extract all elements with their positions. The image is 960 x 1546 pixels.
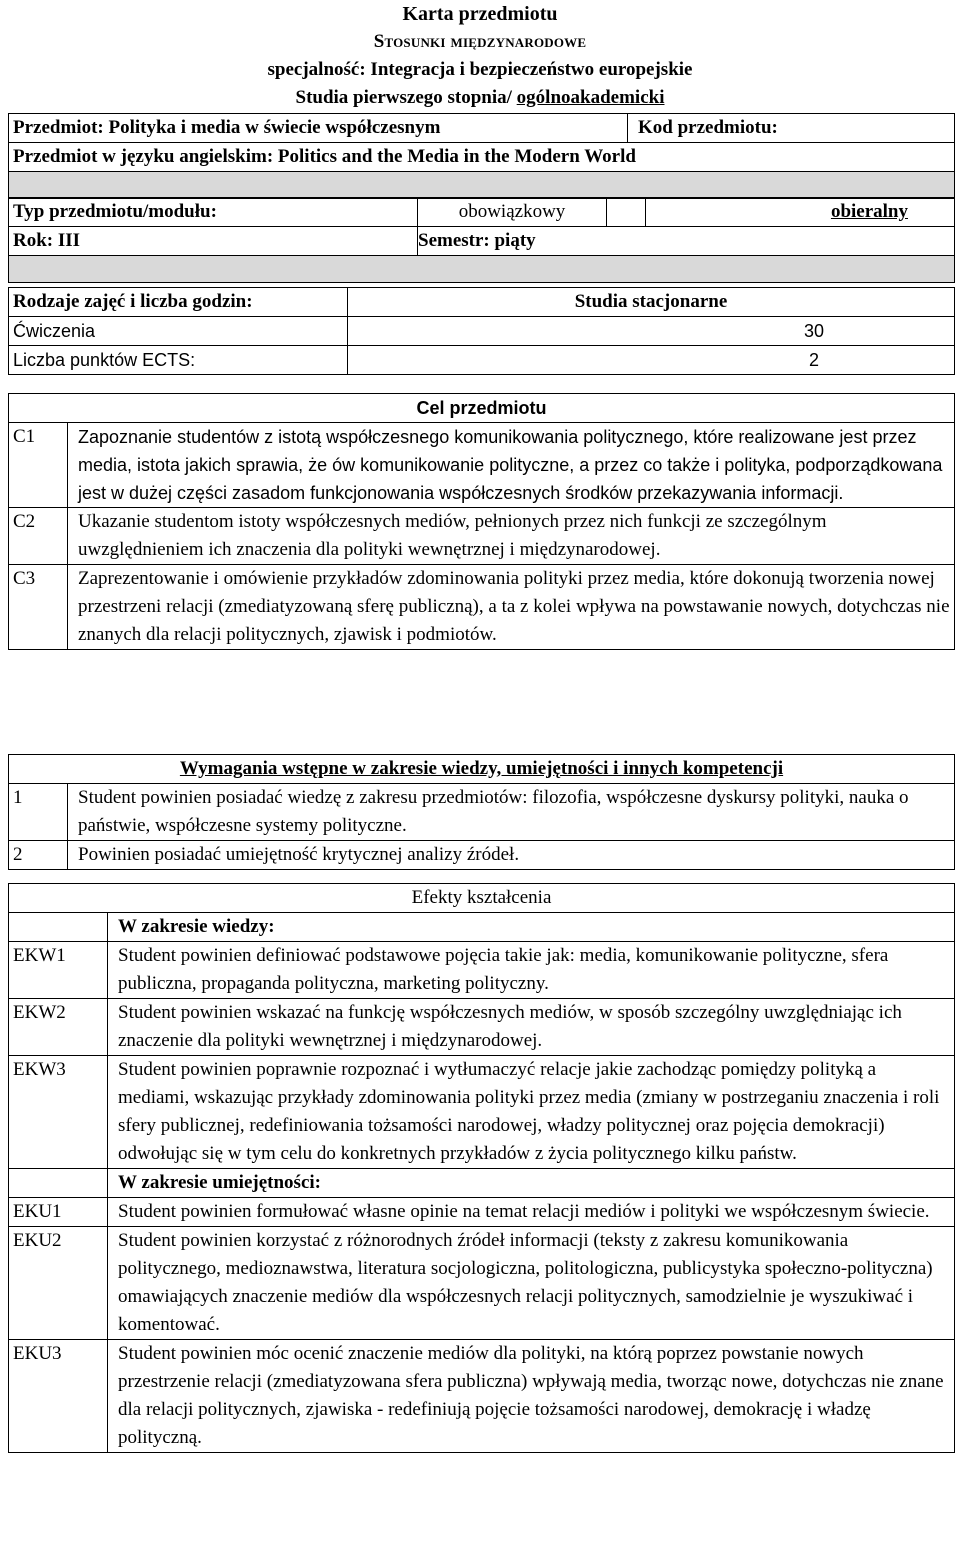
type-option-mandatory: obowiązkowy xyxy=(418,198,607,227)
class-hours: 30 xyxy=(348,317,955,346)
type-label: Typ przedmiotu/modułu: xyxy=(9,198,418,227)
document-title: Karta przedmiotu xyxy=(402,3,558,25)
semester-label: Semestr: piąty xyxy=(418,227,955,256)
outcome-text: Student powinien wskazać na funkcję współczesnych mediów, w sposób szczególny uwzględniając ich znaczenie dla polityki wewnętrznej i międzynarodowej. xyxy=(108,999,955,1056)
ects-value: 2 xyxy=(348,346,955,375)
specialty: specjalność: Integracja i bezpieczeństwo europejskie xyxy=(267,59,693,80)
goal-text: Zaprezentowanie i omówienie przykładów zdominowania polityki przez media, które dokonują tworzenia nowej przestrzeni relacji (zmediatyzowaną sferę publiczną), a ta z kolei wpływa na powstawanie nowych, dotychczas nie znanych dla relacji politycznych, zjawisk i podmiotów. xyxy=(68,565,955,650)
goals-title: Cel przedmiotu xyxy=(9,394,955,423)
outcome-text: Student powinien formułować własne opinie na temat relacji mediów i polityki we współczesnym świecie. xyxy=(108,1198,955,1227)
outcome-code: EKU2 xyxy=(9,1227,108,1340)
outcome-code: EKW2 xyxy=(9,999,108,1056)
hours-label: Rodzaje zajęć i liczba godzin: xyxy=(9,288,348,317)
goal-code: C3 xyxy=(9,565,68,650)
goals-table xyxy=(8,393,955,650)
ects-label: Liczba punktów ECTS: xyxy=(9,346,348,375)
type-option-elective: obieralny xyxy=(646,198,955,227)
outcome-code: EKU1 xyxy=(9,1198,108,1227)
goal-text: Zapoznanie studentów z istotą współczesnego komunikowania politycznego, które realizowane jest przez media, istota jakich sprawia, że ów komunikowanie polityczne, a przez co także i polityka, podporządkowana jest w dużej części zasadom funkcjonowania współczesnych środków przekazywania informacji. xyxy=(68,423,955,508)
goal-code: C1 xyxy=(9,423,68,508)
subject-code-label: Kod przedmiotu: xyxy=(628,114,955,143)
hours-table xyxy=(8,287,955,375)
subject-english-name: Przedmiot w języku angielskim: Politics and the Media in the Modern World xyxy=(9,143,955,172)
outcome-text: Student powinien korzystać z różnorodnych źródeł informacji (teksty z zakresu komunikowania politycznego, medioznawstwa, literatura socjologiczna, politologiczna, publicystyka społeczno-polityczna) omawiających znaczenie mediów dla współczesnych relacji politycznych, samodzielnie je wyszukiwać i komentować. xyxy=(108,1227,955,1340)
document-header xyxy=(0,0,960,112)
outcome-text: Student powinien móc ocenić znaczenie mediów dla polityki, na którą poprzez powstanie nowych przestrzenie relacji (zmediatyzowana sfera publiczna) wpływają media, tworząc nowe, dotychczas nie znane dla relacji politycznych, zjawiska - redefiniują pojęcie tożsamości narodowej, demokrację i władzę polityczną. xyxy=(108,1340,955,1453)
outcome-code: EKW1 xyxy=(9,942,108,999)
field-of-study: Stosunki międzynarodowe xyxy=(373,31,587,52)
goal-text: Ukazanie studentom istoty współczesnych mediów, pełnionych przez nich funkcji ze szczególnym uwzględnieniem ich znaczenia dla polityki wewnętrznej i międzynarodowej. xyxy=(68,508,955,565)
study-mode: Studia stacjonarne xyxy=(348,288,955,317)
gray-separator-2 xyxy=(9,256,955,283)
skills-spacer xyxy=(9,1169,108,1198)
outcome-code: EKW3 xyxy=(9,1056,108,1169)
requirements-title: Wymagania wstępne w zakresie wiedzy, umiejętności i innych kompetencji xyxy=(9,755,955,784)
outcome-text: Student powinien poprawnie rozpoznać i wytłumaczyć relacje jakie zachodząc pomiędzy polityką a mediami, wskazując przykłady zdominowania polityki przez media (zmiany w postrzeganiu znaczenia i roli sfery publicznej, redefiniowania tożsamości narodowej, władzy politycznej oraz pojęcia demokracji) odwołując się w tym celu do konkretnych przykładów z życia politycznego kilku państw. xyxy=(108,1056,955,1169)
requirement-code: 2 xyxy=(9,841,68,870)
requirement-text: Powinien posiadać umiejętność krytycznej analizy źródeł. xyxy=(68,841,955,870)
knowledge-spacer xyxy=(9,913,108,942)
outcome-text: Student powinien definiować podstawowe pojęcia takie jak: media, komunikowanie polityczne, sfera publiczna, propaganda polityczna, marketing polityczny. xyxy=(108,942,955,999)
study-level xyxy=(0,84,960,112)
knowledge-title: W zakresie wiedzy: xyxy=(108,913,955,942)
type-gap xyxy=(607,198,646,227)
gray-separator xyxy=(9,172,955,199)
outcomes-title: Efekty kształcenia xyxy=(9,884,955,913)
outcome-code: EKU3 xyxy=(9,1340,108,1453)
requirements-table xyxy=(8,754,955,870)
class-type: Ćwiczenia xyxy=(9,317,348,346)
requirement-text: Student powinien posiadać wiedzę z zakresu przedmiotów: filozofia, współczesne dyskursy polityki, nauka o państwie, współczesne systemy polityczne. xyxy=(68,784,955,841)
skills-title: W zakresie umiejętności: xyxy=(108,1169,955,1198)
type-table xyxy=(8,197,955,283)
study-profile: ogólnoakademicki xyxy=(516,87,665,108)
requirement-code: 1 xyxy=(9,784,68,841)
year-label: Rok: III xyxy=(9,227,418,256)
subject-name: Przedmiot: Polityka i media w świecie współczesnym xyxy=(9,114,628,143)
study-level-prefix: Studia pierwszego stopnia/ xyxy=(295,87,517,108)
outcomes-table xyxy=(8,883,955,1453)
subject-table xyxy=(8,113,955,199)
goal-code: C2 xyxy=(9,508,68,565)
